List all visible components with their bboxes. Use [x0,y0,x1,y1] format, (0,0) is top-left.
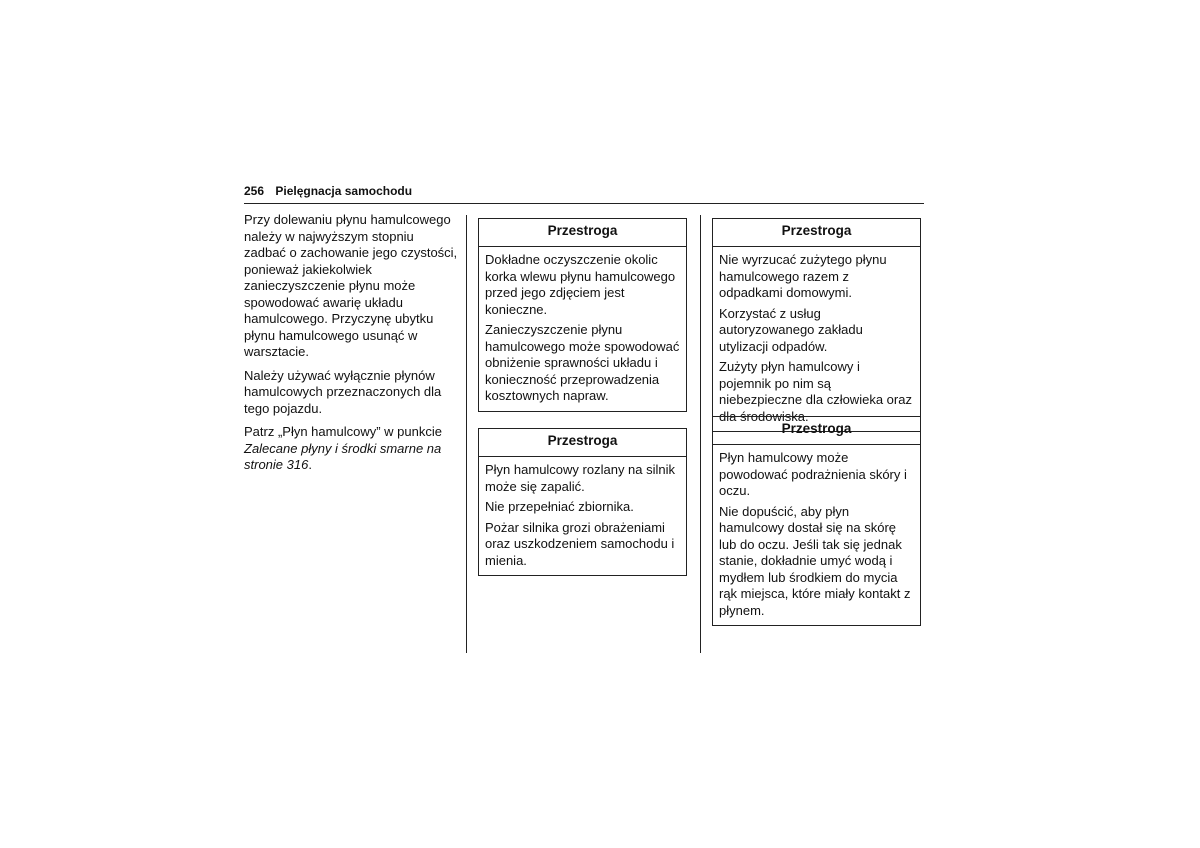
warning-text: Nie wyrzucać zużytego płynu hamulcowego razem z odpadkami domowymi. [719,252,887,300]
reference-link[interactable]: Zalecane płyny i środki smarne na stronie 316 [244,440,442,472]
warning-text: Nie dopuścić, aby płyn hamulcowy dostał się na skórę lub do oczu. Jeśli tak się jednak stanie, dokładnie umyć wodą i mydłem lub środkiem do mycia rąk miejsca, które miały kontakt z płynem. [719,503,911,618]
warning-title: Przestroga [479,219,686,247]
body-text-column [244,212,458,481]
reference-text: Patrz „Płyn hamulcowy” w punkcie [244,424,442,439]
warning-text: Płyn hamulcowy rozlany na silnik może się zapalić. [485,462,676,494]
warning-text: Korzystać z usług autoryzowanego zakładu utylizacji odpadów. [719,305,863,354]
warning-text: Płyn hamulcowy może powodować podrażnienia skóry i oczu. [719,450,907,498]
column-divider-1 [466,215,467,653]
warning-box-1 [478,218,687,412]
page-number: 256 [244,184,265,198]
warning-body [713,445,920,625]
column-divider-2 [700,215,701,653]
warning-body [479,247,686,411]
warning-text: Zużyty płyn hamulcowy i pojemnik po nim są niebezpieczne dla człowieka oraz dla środowiska. [719,359,912,424]
page-header [244,183,924,204]
paragraph-brake-fluid-cleanliness: Przy dolewaniu płynu hamulcowego należy w najwyższym stopniu zadbać o zachowanie jego czystości, ponieważ jakiekolwiek zanieczyszczenie płynu może spowodować awarię układu hamulcowego. Przyczynę ubytku płynu hamulcowego usunąć w warsztacie. [244,212,458,359]
warning-box-4 [712,416,921,626]
reference-end: . [308,457,312,472]
warning-title: Przestroga [713,417,920,445]
warning-body [713,247,920,431]
warning-text: Dokładne oczyszczenie okolic korka wlewu płynu hamulcowego przed jego zdjęciem jest konieczne. [485,252,676,317]
warning-text: Nie przepełniać zbiornika. [485,499,634,514]
warning-body [479,457,686,575]
warning-box-2 [478,428,687,576]
warning-text: Pożar silnika grozi obrażeniami oraz uszkodzeniem samochodu i mienia. [485,519,675,568]
section-title: Pielęgnacja samochodu [275,184,413,198]
paragraph-reference [244,424,458,474]
warning-text: Zanieczyszczenie płynu hamulcowego może spowodować obniżenie sprawności układu i konieczność przeprowadzenia kosztownych napraw. [485,322,680,403]
warning-box-3 [712,218,921,432]
paragraph-brake-fluid-type: Należy używać wyłącznie płynów hamulcowych przeznaczonych dla tego pojazdu. [244,367,442,416]
warning-title: Przestroga [479,429,686,457]
warning-title: Przestroga [713,219,920,247]
